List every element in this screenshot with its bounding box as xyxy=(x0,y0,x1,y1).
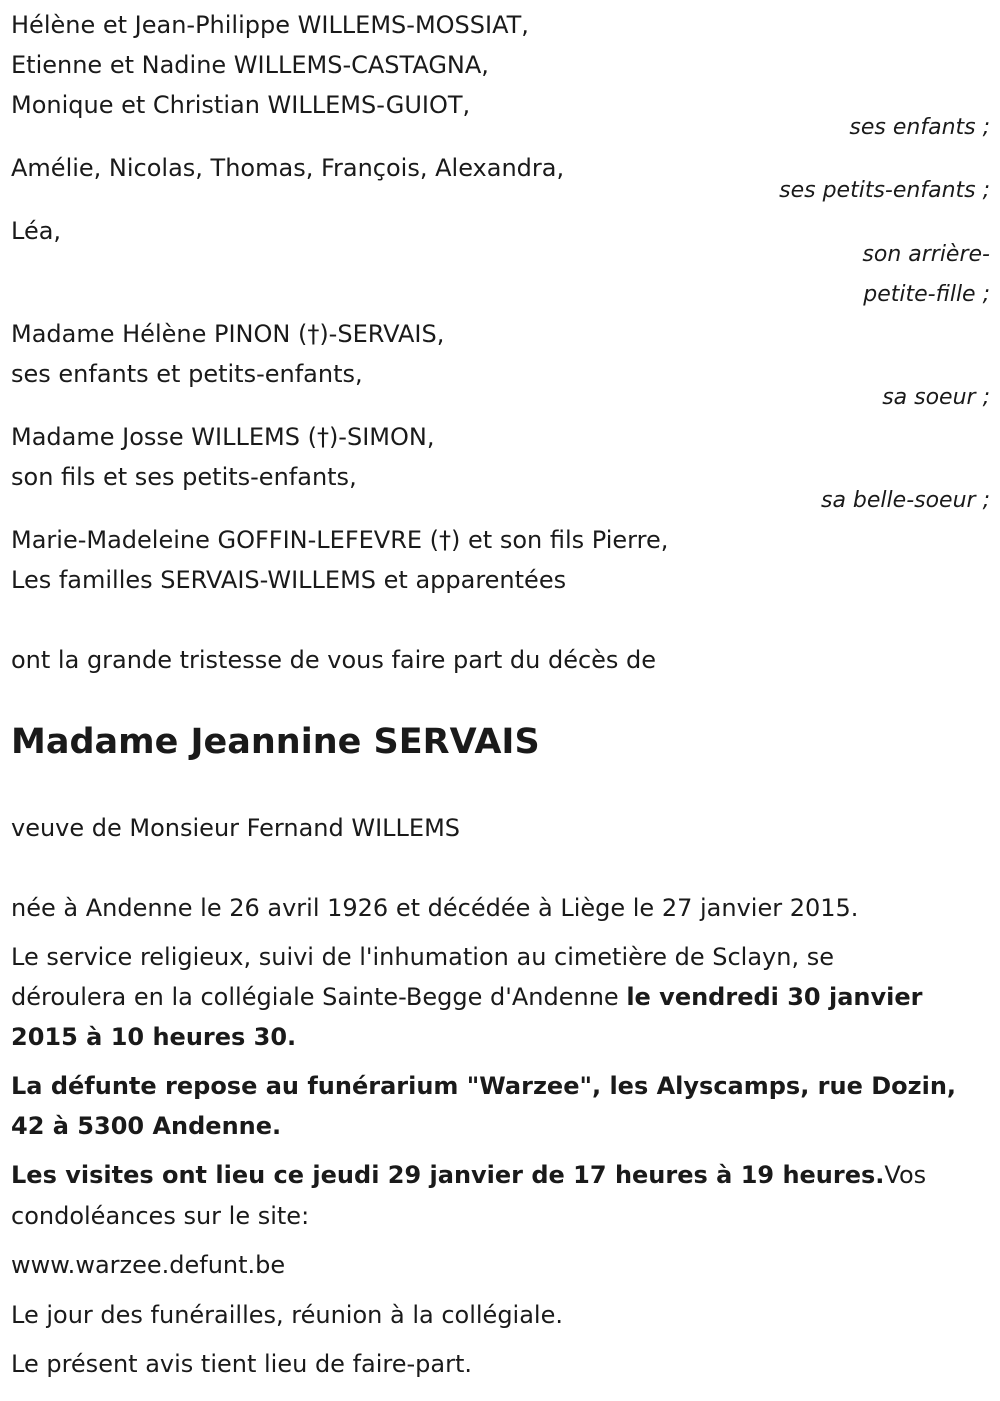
sister-in-law-line-2: son fils et ses petits-enfants, xyxy=(11,463,357,491)
service-line-1: Le service religieux, suivi de l'inhumation au cimetière de Sclayn, se xyxy=(11,943,834,971)
sister-in-law-line-1: Madame Josse WILLEMS (†)-SIMON, xyxy=(11,423,435,451)
deceased-name: Madame Jeannine SERVAIS xyxy=(11,722,540,762)
widow-of: veuve de Monsieur Fernand WILLEMS xyxy=(11,814,461,842)
visits-time: Les visites ont lieu ce jeudi 29 janvier de 17 heures à 19 heures. xyxy=(11,1161,885,1189)
service-date: le vendredi 30 janvier xyxy=(626,983,923,1011)
sister-role: sa soeur ; xyxy=(882,385,990,410)
announcement: ont la grande tristesse de vous faire part du décès de xyxy=(11,646,657,674)
notice: Le présent avis tient lieu de faire-part. xyxy=(11,1350,473,1378)
website-link: www.warzee.defunt.be xyxy=(11,1251,286,1279)
visits-line-2: condoléances sur le site: xyxy=(11,1202,310,1230)
great-granddaughter-line: Léa, xyxy=(11,217,62,245)
grandchildren-role: ses petits-enfants ; xyxy=(779,178,990,203)
great-granddaughter-role-1: son arrière- xyxy=(862,242,990,267)
visits-line-1 xyxy=(11,1160,926,1190)
child-line-2: Etienne et Nadine WILLEMS-CASTAGNA, xyxy=(11,51,489,79)
child-line-3: Monique et Christian WILLEMS-GUIOT, xyxy=(11,91,471,119)
child-line-1: Hélène et Jean-Philippe WILLEMS-MOSSIAT, xyxy=(11,11,529,39)
grandchildren-line: Amélie, Nicolas, Thomas, François, Alexandra, xyxy=(11,154,565,182)
repose-line-2: 42 à 5300 Andenne. xyxy=(11,1112,282,1140)
birth-death: née à Andenne le 26 avril 1926 et décédée à Liège le 27 janvier 2015. xyxy=(11,894,859,922)
children-role: ses enfants ; xyxy=(849,115,990,140)
sister-line-1: Madame Hélène PINON (†)-SERVAIS, xyxy=(11,320,445,348)
others-line-2: Les familles SERVAIS-WILLEMS et apparentées xyxy=(11,566,567,594)
service-time: 2015 à 10 heures 30. xyxy=(11,1023,297,1051)
sister-in-law-role: sa belle-soeur ; xyxy=(821,488,990,513)
service-line-2 xyxy=(11,982,922,1012)
others-line-1: Marie-Madeleine GOFFIN-LEFEVRE (†) et son fils Pierre, xyxy=(11,526,669,554)
sister-line-2: ses enfants et petits-enfants, xyxy=(11,360,363,388)
repose-line-1: La défunte repose au funérarium "Warzee", les Alyscamps, rue Dozin, xyxy=(11,1072,957,1100)
funeral-day: Le jour des funérailles, réunion à la collégiale. xyxy=(11,1301,563,1329)
condolences-start: Vos xyxy=(884,1161,927,1189)
great-granddaughter-role-2: petite-fille ; xyxy=(863,282,990,307)
service-place: déroulera en la collégiale Sainte-Begge d'Andenne xyxy=(11,983,627,1011)
